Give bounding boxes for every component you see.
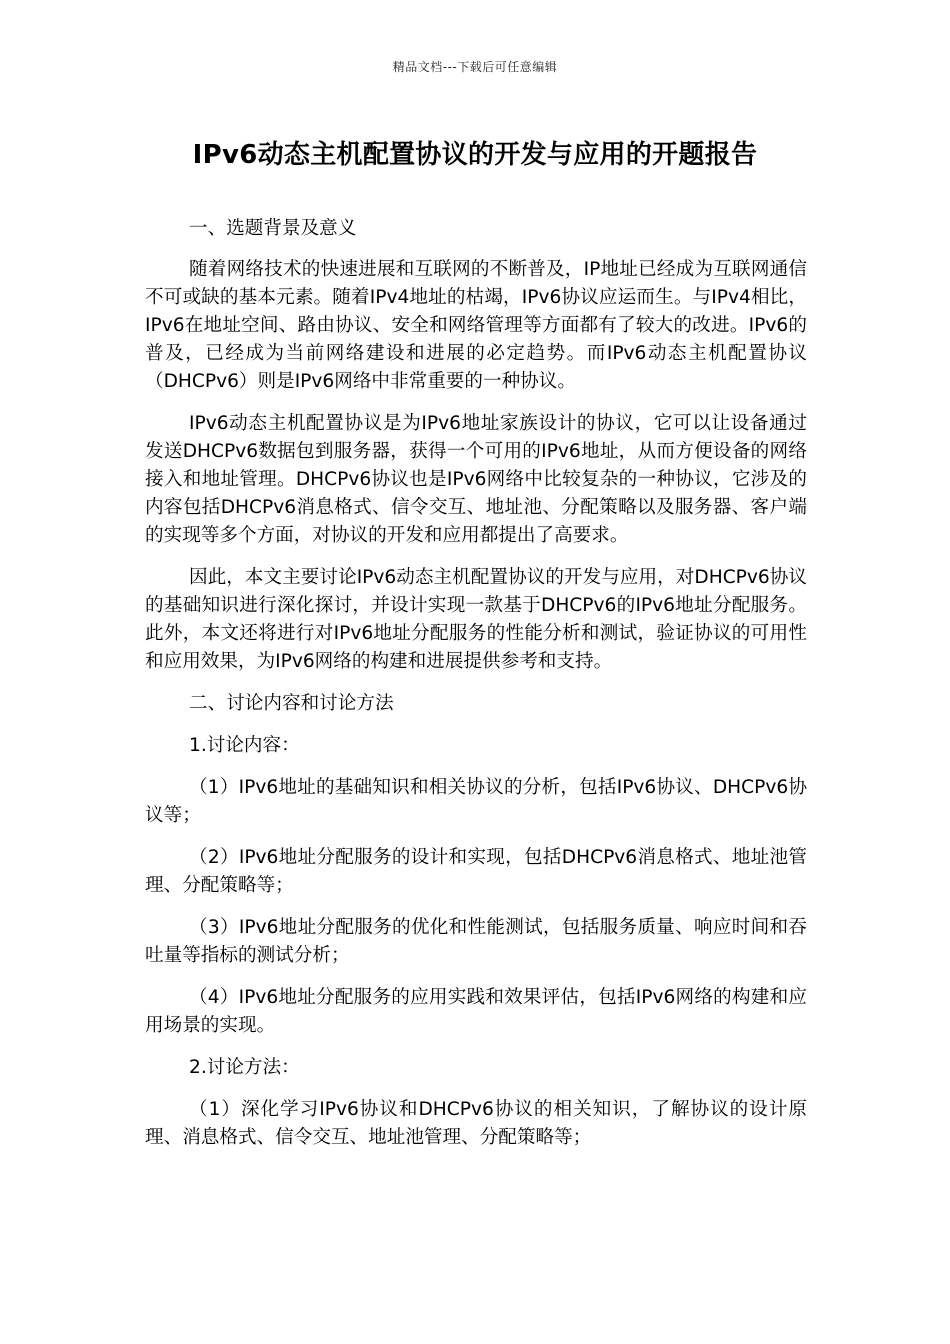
subheading-research-content: 1.讨论内容： [189, 735, 300, 756]
document-body [145, 215, 807, 1152]
document-title: IPv6动态主机配置协议的开发与应用的开题报告 [192, 140, 758, 170]
paragraph-background-1: 随着网络技术的快速进展和互联网的不断普及，IP地址已经成为互联网通信不可或缺的基本元素。随着IPv4地址的枯竭，IPv6协议应运而生。与IPv4相比，IPv6在地址空间、路由协议、安全和网络管理等方面都有了较大的改进。IPv6的普及，已经成为当前网络建设和进展的必定趋势。而IPv6动态主机配置协议（DHCPv6）则是IPv6网络中非常重要的一种协议。 [145, 259, 808, 392]
section-heading-research: 二、讨论内容和讨论方法 [189, 693, 394, 714]
list-item-content-4: （4）IPv6地址分配服务的应用实践和效果评估，包括IPv6网络的构建和应用场景的实现。 [145, 987, 807, 1036]
header-note: 精品文档---下载后可任意编辑 [392, 60, 558, 74]
list-item-method-1: （1）深化学习IPv6协议和DHCPv6协议的相关知识，了解协议的设计原理、消息格式、信令交互、地址池管理、分配策略等； [145, 1099, 807, 1148]
list-item-content-2: （2）IPv6地址分配服务的设计和实现，包括DHCPv6消息格式、地址池管理、分配策略等； [145, 847, 807, 896]
paragraph-background-3: 因此，本文主要讨论IPv6动态主机配置协议的开发与应用，对DHCPv6协议的基础知识进行深化探讨，并设计实现一款基于DHCPv6的IPv6地址分配服务。此外，本文还将进行对IPv6地址分配服务的性能分析和测试，验证协议的可用性和应用效果，为IPv6网络的构建和进展提供参考和支持。 [145, 567, 807, 672]
paragraph-background-2: IPv6动态主机配置协议是为IPv6地址家族设计的协议，它可以让设备通过发送DHCPv6数据包到服务器，获得一个可用的IPv6地址，从而方便设备的网络接入和地址管理。DHCPv6协议也是IPv6网络中比较复杂的一种协议，它涉及的内容包括DHCPv6消息格式、信令交互、地址池、分配策略以及服务器、客户端的实现等多个方面，对协议的开发和应用都提出了高要求。 [145, 413, 807, 546]
subheading-research-method: 2.讨论方法： [189, 1057, 300, 1078]
section-heading-background: 一、选题背景及意义 [189, 218, 357, 239]
list-item-content-1: （1）IPv6地址的基础知识和相关协议的分析，包括IPv6协议、DHCPv6协议等； [145, 777, 807, 826]
list-item-content-3: （3）IPv6地址分配服务的优化和性能测试，包括服务质量、响应时间和吞吐量等指标的测试分析； [145, 917, 807, 966]
